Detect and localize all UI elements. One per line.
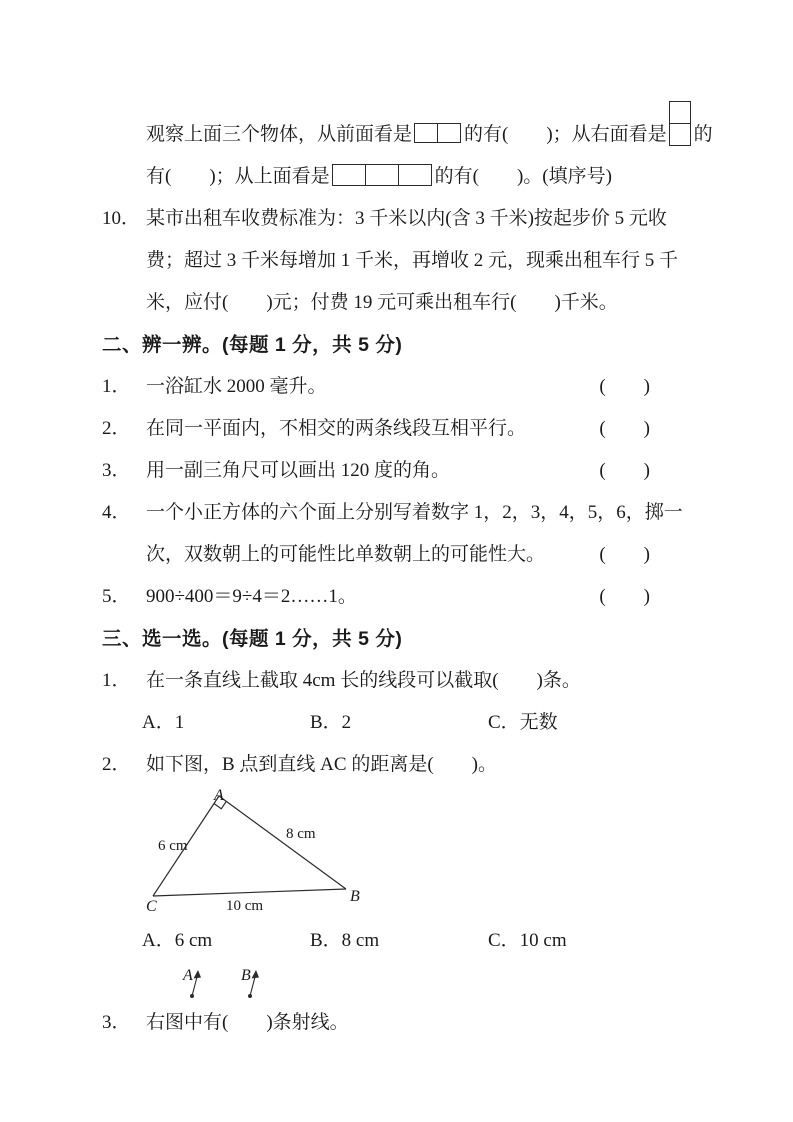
choice-q2-option-a: A．6 cm — [142, 930, 213, 951]
top-view-box-icon — [333, 164, 432, 186]
question-9-text-2: 的有( )；从右面看是 — [464, 124, 667, 145]
tf-item-1-number: 1． — [102, 376, 131, 397]
tf-item-5-text: 900÷400＝9÷4＝2……1。 — [146, 586, 357, 607]
choice-q3 — [102, 1002, 698, 1044]
ray-b-arrowhead-icon — [252, 970, 260, 979]
choice-q2-number: 2． — [102, 754, 131, 775]
triangle-svg — [146, 788, 408, 918]
triangle-vertex-a-label: A — [214, 788, 224, 804]
section-judge-heading: 二、辨一辨。(每题 1 分，共 5 分) — [102, 334, 403, 356]
triangle-side-ab — [219, 796, 346, 889]
question-10-number: 10． — [102, 208, 141, 229]
choice-q2-options — [102, 920, 698, 962]
triangle-side-ca-dim: 6 cm — [158, 838, 188, 854]
tf-item-1-text: 一浴缸水 2000 毫升。 — [146, 376, 327, 397]
question-9-line-1 — [102, 114, 713, 156]
view-box-cell — [669, 123, 691, 146]
question-9-text-4: 有( )；从上面看是 — [146, 166, 330, 187]
tf-item-2 — [102, 408, 698, 450]
question-9-text-3: 的 — [693, 124, 713, 145]
right-view-box-icon — [669, 123, 692, 143]
view-box-cell — [669, 101, 691, 124]
section-choice-heading: 三、选一选。(每题 1 分，共 5 分) — [102, 628, 403, 650]
question-10-text: 某市出租车收费标准为：3 千米以内(含 3 千米)按起步价 5 元收费；超过 3 千米每增加 1 千米，再增收 2 元，现乘出租车行 5 千米，应付( )元；付费 19 元可乘出租车行( )千米。 — [146, 208, 679, 313]
tf-item-1 — [102, 366, 698, 408]
ray-a-arrowhead-icon — [194, 970, 202, 979]
triangle-figure — [146, 788, 698, 918]
tf-item-3-text: 用一副三角尺可以画出 120 度的角。 — [146, 460, 451, 481]
tf-item-5-answer-blank: ( ) — [599, 586, 650, 607]
choice-q1-option-b: B．2 — [310, 712, 352, 733]
choice-q3-text: 右图中有( )条射线。 — [146, 1012, 349, 1033]
tf-item-1-answer-blank: ( ) — [599, 376, 650, 397]
choice-q2 — [102, 744, 698, 786]
triangle-vertex-b-label: B — [350, 888, 360, 905]
tf-item-5-number: 5． — [102, 586, 131, 607]
tf-item-2-answer-blank: ( ) — [599, 418, 650, 439]
choice-q1-number: 1． — [102, 670, 131, 691]
tf-item-4-text: 一个小正方体的六个面上分别写着数字 1，2，3，4，5，6，掷一次，双数朝上的可能性比单数朝上的可能性大。 — [146, 502, 683, 565]
tf-item-2-text: 在同一平面内，不相交的两条线段互相平行。 — [146, 418, 527, 439]
triangle-side-cb-dim: 10 cm — [226, 898, 264, 914]
tf-item-2-number: 2． — [102, 418, 131, 439]
tf-item-3 — [102, 450, 698, 492]
rays-svg — [182, 966, 302, 1002]
choice-q1-options — [102, 702, 698, 744]
choice-q2-text: 如下图，B 点到直线 AC 的距离是( )。 — [146, 754, 497, 775]
tf-item-5 — [102, 576, 698, 618]
choice-q1-option-c: C．无数 — [488, 712, 558, 733]
tf-item-3-answer-blank: ( ) — [599, 460, 650, 481]
question-10 — [102, 198, 698, 324]
choice-q2-option-b: B．8 cm — [310, 930, 380, 951]
rays-figure — [182, 966, 698, 1002]
choice-q1 — [102, 660, 698, 702]
choice-q1-text: 在一条直线上截取 4cm 长的线段可以截取( )条。 — [146, 670, 581, 691]
choice-q2-option-c: C．10 cm — [488, 930, 567, 951]
triangle-side-ab-dim: 8 cm — [286, 826, 316, 842]
view-box-cell — [398, 164, 432, 186]
question-9-line-2 — [102, 156, 698, 198]
question-9-text-1: 观察上面三个物体，从前面看是 — [146, 124, 413, 145]
choice-q1-option-a: A．1 — [142, 712, 185, 733]
tf-item-3-number: 3． — [102, 460, 131, 481]
triangle-vertex-c-label: C — [146, 898, 157, 915]
question-9-text-5: 的有( )。(填序号) — [434, 166, 612, 187]
tf-item-4-answer-blank: ( ) — [599, 544, 650, 565]
tf-item-4 — [102, 492, 698, 576]
view-box-cell — [365, 164, 399, 186]
view-box-cell — [414, 123, 438, 143]
tf-item-4-number: 4． — [102, 502, 131, 523]
ray-a-label: A — [183, 967, 193, 984]
ray-b-label: B — [241, 967, 251, 984]
view-box-cell — [332, 164, 366, 186]
choice-q3-number: 3． — [102, 1012, 131, 1033]
front-view-box-icon — [415, 123, 461, 143]
view-box-cell — [437, 123, 461, 143]
triangle-side-cb — [153, 889, 346, 896]
